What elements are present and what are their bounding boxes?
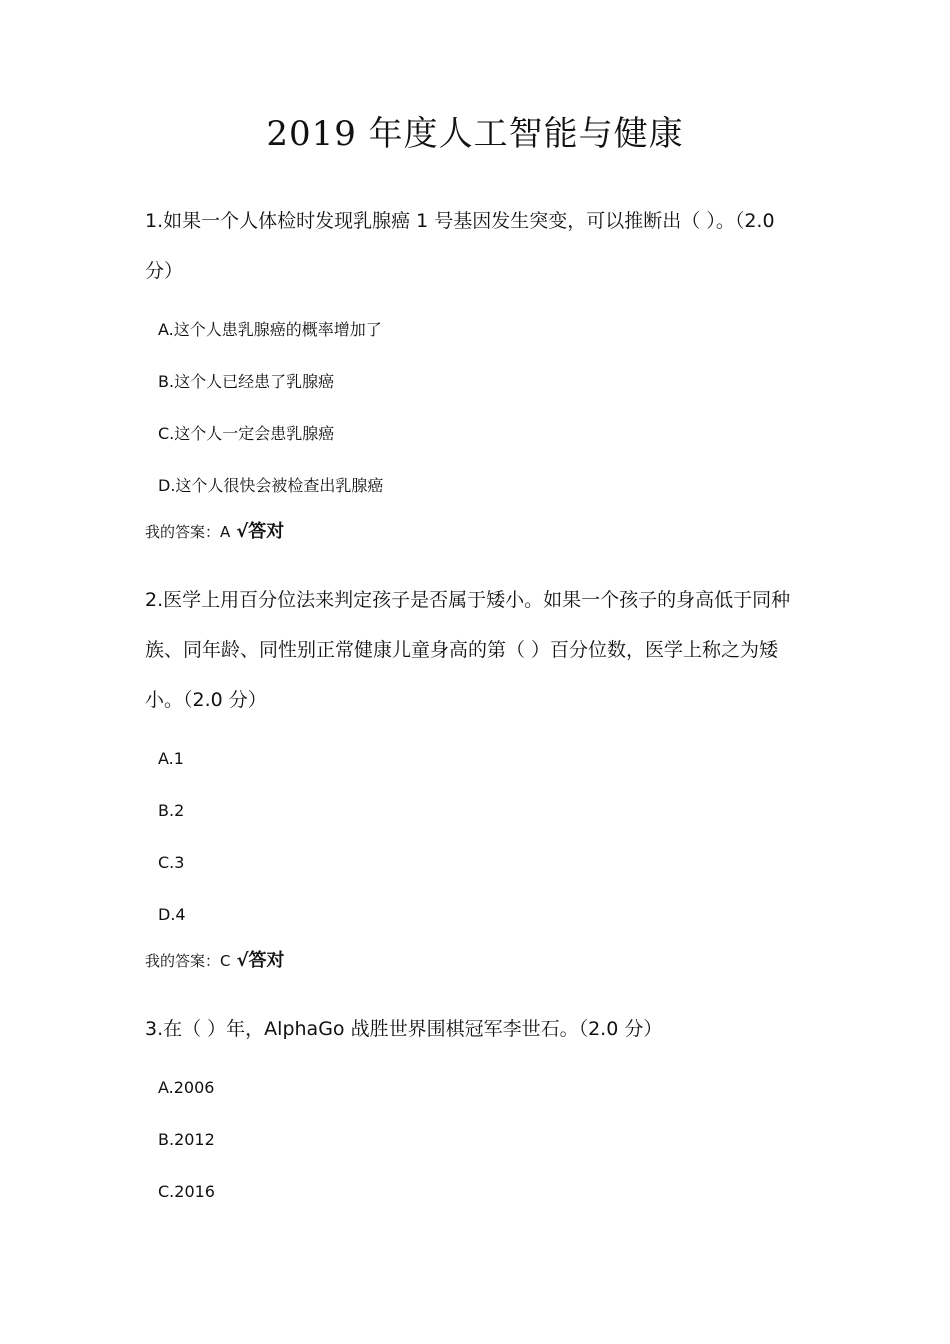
option-b: B.这个人已经患了乳腺癌 [158, 372, 335, 391]
question-1 [145, 196, 805, 552]
option-a: A.这个人患乳腺癌的概率增加了 [158, 320, 382, 339]
my-answer-row [145, 941, 805, 981]
question-text: 3.在（ ）年，AlphaGo 战胜世界围棋冠军李世石。（2.0 分） [145, 1018, 663, 1040]
option-d: D.这个人很快会被检查出乳腺癌 [158, 476, 384, 495]
option-c: C.2016 [158, 1182, 215, 1201]
options-list [145, 304, 805, 512]
option-a: A.1 [158, 749, 184, 768]
my-answer-row [145, 512, 805, 552]
option-d: D.4 [158, 905, 186, 924]
my-answer-label: 我的答案：A [145, 523, 231, 541]
question-text: 2.医学上用百分位法来判定孩子是否属于矮小。如果一个孩子的身高低于同种族、同年龄、同性别正常健康儿童身高的第（ ）百分位数，医学上称之为矮小。（2.0 分） [145, 589, 791, 711]
options-list [145, 733, 805, 941]
my-answer-label: 我的答案：C [145, 952, 231, 970]
options-list [145, 1062, 805, 1218]
document-title: 2019 年度人工智能与健康 [266, 114, 684, 154]
option-a: A.2006 [158, 1078, 215, 1097]
question-2 [145, 575, 805, 981]
correct-result-label: √答对 [236, 521, 285, 542]
option-c: C.3 [158, 853, 185, 872]
question-text: 1.如果一个人体检时发现乳腺癌 1 号基因发生突变，可以推断出（ ）。（2.0 分） [145, 210, 775, 282]
correct-result-label: √答对 [236, 950, 285, 971]
option-c: C.这个人一定会患乳腺癌 [158, 424, 335, 443]
option-b: B.2012 [158, 1130, 215, 1149]
question-3 [145, 1004, 805, 1218]
option-b: B.2 [158, 801, 185, 820]
